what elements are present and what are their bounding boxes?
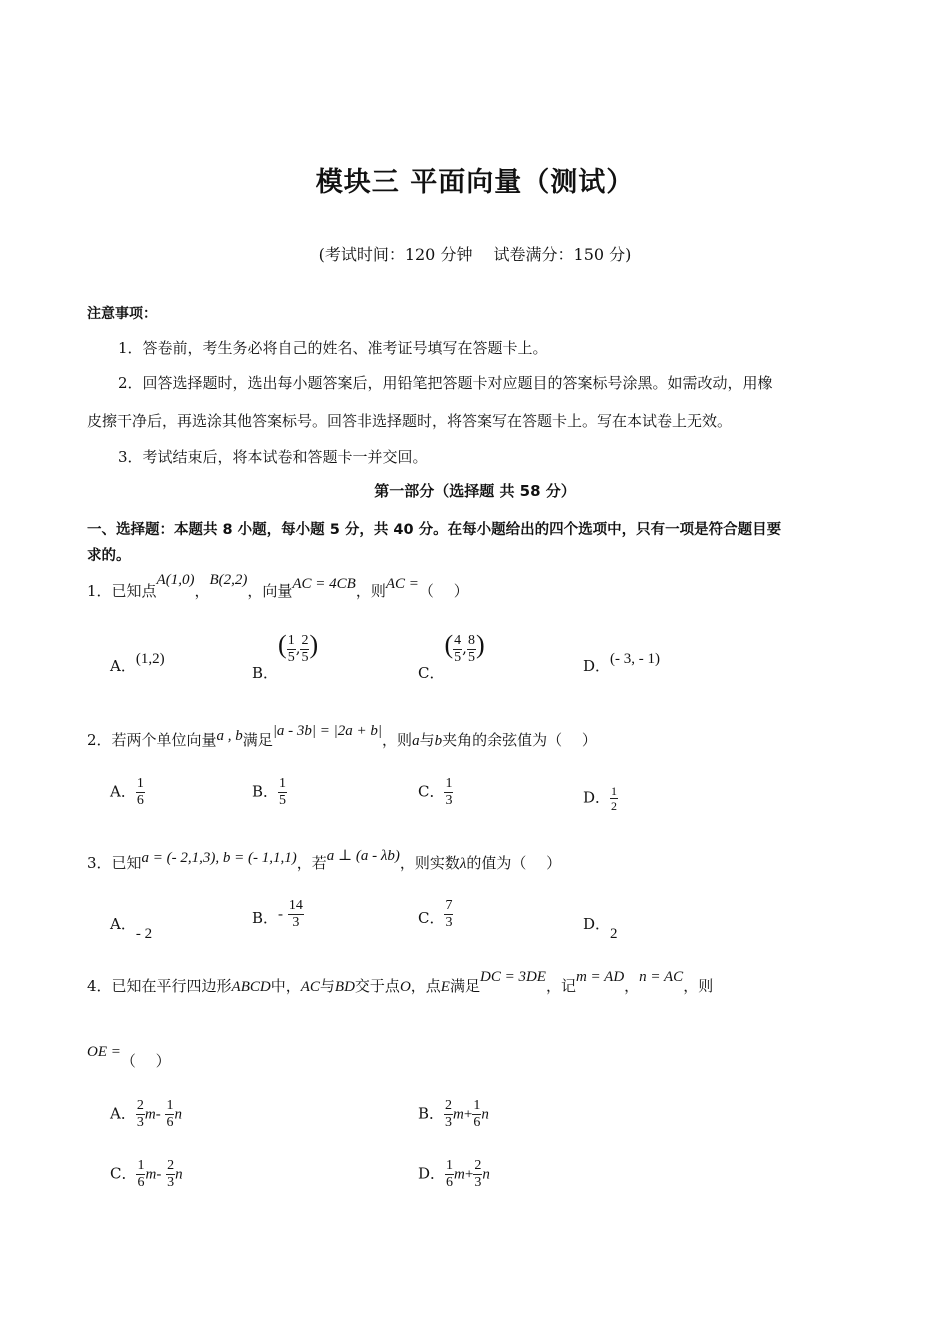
q1-option-c[interactable]: C．( $\frac{4}{5}$ , $\frac{8}{5}$ ) bbox=[418, 630, 485, 682]
section-heading-line2: 求的。 bbox=[87, 548, 131, 564]
q4-option-c[interactable]: C． $\frac{1}{6}$ m- $\frac{2}{3}$ n bbox=[110, 1158, 183, 1190]
q3-option-d[interactable]: D．2 bbox=[583, 915, 618, 942]
notice-item-2b: 皮擦干净后，再选涂其他答案标号。回答非选择题时，将答案写在答题卡上。写在本试卷上无效。 bbox=[87, 412, 733, 430]
q4-option-d[interactable]: D． $\frac{1}{6}$ m+ $\frac{2}{3}$ n bbox=[418, 1158, 490, 1190]
part-heading: 第一部分（选择题 共 58 分） bbox=[374, 482, 576, 500]
question-1: 1．已知点A(1,0)，B(2,2)，向量AC = 4CB，则AC =（ ） bbox=[87, 572, 469, 600]
exam-info: (考试时间：120 分钟 试卷满分：150 分) bbox=[318, 245, 632, 264]
q1-option-d[interactable]: D．(- 3, - 1) bbox=[583, 651, 661, 675]
q3-option-b[interactable]: B．- $\frac{14}{3}$ bbox=[252, 898, 303, 930]
q2-option-a[interactable]: A． $\frac{1}{6}$ bbox=[110, 776, 144, 808]
q2-option-d[interactable]: D． $\frac{1}{2}$ bbox=[583, 784, 618, 813]
page-title: 模块三 平面向量（测试） bbox=[315, 167, 635, 198]
q3-option-c[interactable]: C． $\frac{7}{3}$ bbox=[418, 898, 453, 930]
q1-option-b[interactable]: B．( $\frac{1}{5}$ , $\frac{2}{5}$ ) bbox=[252, 630, 319, 682]
notice-item-1: 1．答卷前，考生务必将自己的姓名、准考证号填写在答题卡上。 bbox=[118, 339, 548, 357]
q1-option-a[interactable]: A．(1,2) bbox=[110, 651, 165, 675]
question-4-ask: OE =（ ） bbox=[87, 1044, 171, 1070]
q4-option-b[interactable]: B． $\frac{2}{3}$ m+ $\frac{1}{6}$ n bbox=[418, 1098, 489, 1130]
notice-heading: 注意事项： bbox=[87, 306, 157, 322]
question-4: 4．已知在平行四边形ABCD中，AC与BD交于点O，点E满足DC = 3DE，记m = AD，n = AC，则 bbox=[87, 969, 714, 995]
q2-option-b[interactable]: B． $\frac{1}{5}$ bbox=[252, 776, 287, 808]
q3-option-a[interactable]: A．- 2 bbox=[110, 915, 153, 942]
section-heading-line1: 一、选择题：本题共 8 小题，每小题 5 分，共 40 分。在每小题给出的四个选项中，只有一项是符合题目要 bbox=[87, 522, 782, 538]
notice-item-3: 3．考试结束后，将本试卷和答题卡一并交回。 bbox=[118, 448, 428, 466]
q2-option-c[interactable]: C． $\frac{1}{3}$ bbox=[418, 776, 453, 808]
question-2: 2．若两个单位向量a , b满足|a - 3b| = |2a + b|，则a与b夹角的余弦值为（ ） bbox=[87, 723, 597, 749]
notice-item-2a: 2．回答选择题时，选出每小题答案后，用铅笔把答题卡对应题目的答案标号涂黑。如需改动，用橡 bbox=[118, 374, 773, 392]
q4-option-a[interactable]: A． $\frac{2}{3}$ m- $\frac{1}{6}$ n bbox=[110, 1098, 182, 1130]
question-3: 3．已知a = (- 2,1,3), b = (- 1,1,1)，若a ⊥ (a - λb)，则实数λ的值为（ ） bbox=[87, 848, 562, 872]
